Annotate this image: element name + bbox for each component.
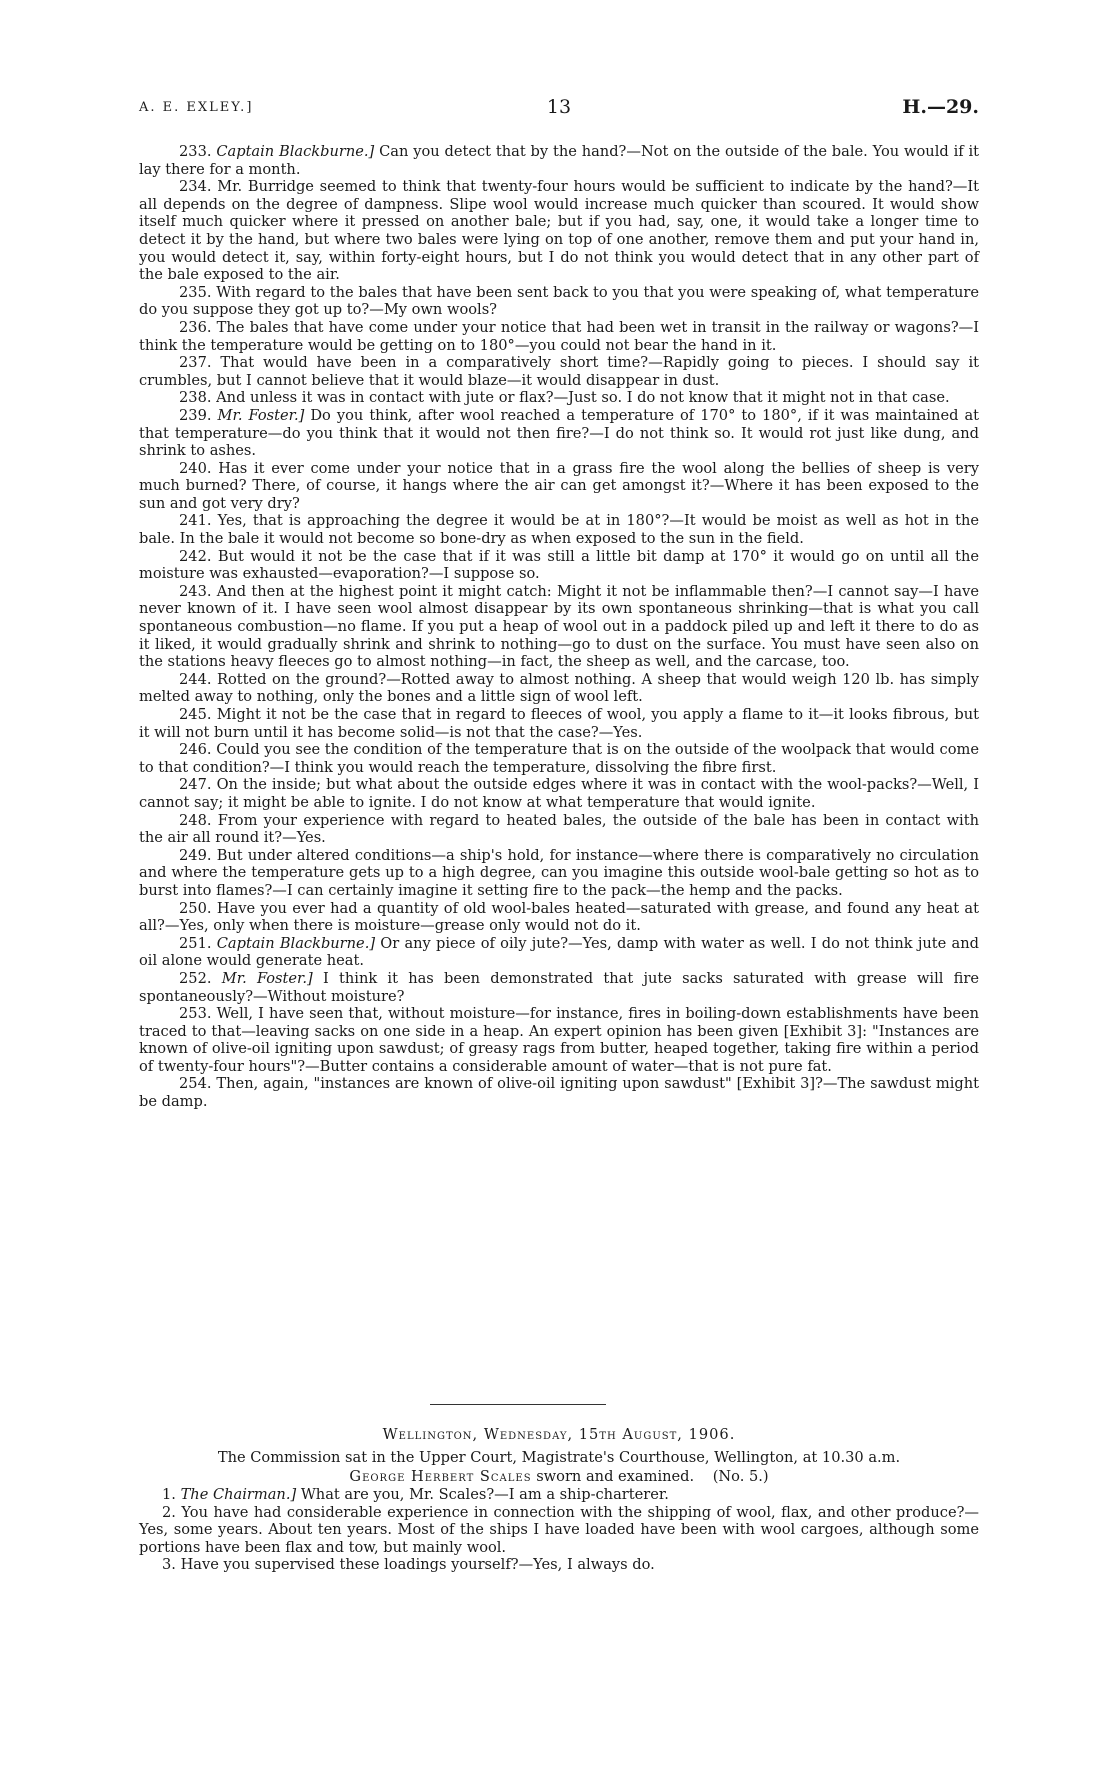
question-text: Have you ever had a quantity of old wool-bales heated—saturated with grease, and found any heat at all?—Yes, only when there is moisture—grease only would not do it. [139, 899, 979, 935]
question-text: Well, I have seen that, without moisture—for instance, fires in boiling-down establishments have been traced to that—leaving sacks on one side in a heap. An expert opinion has been given [Exhibit 3]: "Instances are known of olive-oil igniting upon sawdust; of greasy rags from butter, heaped together, taking fire within a period of twenty-four hours"?—Butter contains a considerable amount of water—that is not pure fat. [139, 1005, 979, 1075]
evidence-body [139, 143, 979, 1111]
new-session [139, 1425, 979, 1574]
question-text: Then, again, "instances are known of olive-oil igniting upon sawdust" [Exhibit 3]?—The sawdust might be damp. [139, 1075, 979, 1111]
question-number: 243. [179, 582, 212, 600]
question-paragraph [139, 512, 979, 547]
question-number: 236. [179, 318, 212, 336]
question-paragraph [139, 1005, 979, 1075]
question-number: 233. [179, 143, 212, 160]
question-number: 2. [162, 1503, 176, 1521]
question-paragraph [139, 389, 979, 407]
question-number: 254. [179, 1075, 212, 1093]
question-number: 253. [179, 1005, 212, 1023]
question-number: 242. [179, 547, 212, 565]
witness-line [139, 1467, 979, 1486]
question-paragraph [139, 319, 979, 354]
question-number: 248. [179, 811, 212, 829]
question-number: 246. [179, 741, 212, 759]
witness-running-head: A. E. EXLEY.] [139, 100, 254, 115]
question-text: Has it ever come under your notice that in a grass fire the wool along the bellies of sheep is very much burned? There, of course, it hangs where the air can get amongst it?—Where it has been exposed to the sun and got very dry? [139, 459, 980, 512]
question-paragraph [139, 583, 979, 671]
question-paragraph [139, 460, 979, 513]
speaker-name: Mr. Foster.] [221, 969, 313, 987]
question-paragraph [139, 143, 979, 178]
speaker-name: Captain Blackburne.] [216, 143, 375, 160]
question-paragraph [139, 671, 979, 706]
question-paragraph [139, 847, 979, 900]
page-number: 13 [546, 96, 572, 118]
question-text: Or any piece of oily jute?—Yes, damp with water as well. I do not think jute and oil alone would generate heat. [139, 934, 979, 970]
sitting-statement: The Commission sat in the Upper Court, Magistrate's Courthouse, Wellington, at 10.30 a.m. [217, 1449, 901, 1466]
question-number: 252. [179, 969, 212, 987]
question-paragraph [139, 706, 979, 741]
question-text: Yes, that is approaching the degree it would be at in 180°?—It would be moist as well as hot in the bale. In the bale it would not become so bone-dry as when exposed to the sun in the field. [139, 512, 980, 548]
question-text: From your experience with regard to heated bales, the outside of the bale has been in contact with the air all round it?—Yes. [139, 811, 979, 847]
question-number: 241. [179, 512, 212, 530]
question-paragraph [139, 354, 979, 389]
speaker-name: Mr. Foster.] [217, 406, 305, 424]
question-paragraph [139, 178, 979, 284]
session-dateline: Wellington, Wednesday, 15th August, 1906. [382, 1426, 736, 1443]
question-number: 237. [179, 354, 212, 372]
question-paragraph [139, 1486, 979, 1504]
question-paragraph [139, 970, 979, 1005]
question-number: 235. [179, 283, 212, 301]
question-paragraph [139, 900, 979, 935]
session-questions [139, 1486, 979, 1574]
question-paragraph [139, 741, 979, 776]
question-text: But would it not be the case that if it was still a little bit damp at 170° it would go on until all the moisture was exhausted—evaporation?—I suppose so. [139, 547, 979, 583]
question-text: That would have been in a comparatively short time?—Rapidly going to pieces. I should say it crumbles, but I cannot believe that it would blaze—it would disappear in dust. [139, 354, 979, 389]
question-number: 238. [179, 389, 212, 407]
question-text: I think it has been demonstrated that jute sacks saturated with grease will fire spontaneously?—Without moisture? [139, 969, 980, 1005]
question-text: Rotted on the ground?—Rotted away to almost nothing. A sheep that would weigh 120 lb. has simply melted away to nothing, only the bones and a little sign of wool left. [139, 670, 979, 706]
question-number: 240. [179, 459, 212, 477]
witness-note: sworn and examined. (No. 5.) [536, 1468, 769, 1485]
question-paragraph [139, 1504, 979, 1557]
question-text: Do you think, after wool reached a temperature of 170° to 180°, if it was maintained at that temperature—do you think that it would not then fire?—I do not think so. It would rot just like dung, and shrink to ashes. [139, 406, 980, 460]
question-paragraph [139, 812, 979, 847]
question-paragraph [139, 548, 979, 583]
question-paragraph [139, 776, 979, 811]
question-number: 251. [179, 934, 212, 952]
question-text: But under altered conditions—a ship's hold, for instance—where there is comparatively no circulation and where the temperature gets up to a high degree, can you imagine this outside wool-bale getting so hot as to burst into flames?—I can certainly imagine it setting fire to the pack—the hemp and the packs. [139, 846, 979, 899]
question-text: Can you detect that by the hand?—Not on the outside of the bale. You would if it lay there for a month. [139, 143, 980, 178]
question-number: 234. [179, 178, 212, 196]
question-number: 250. [179, 899, 212, 917]
question-number: 3. [162, 1556, 176, 1574]
question-text: The bales that have come under your notice that had been wet in transit in the railway or wagons?—I think the temperature would be getting on to 180°—you could not bear the hand in it. [139, 318, 979, 354]
question-number: 239. [179, 406, 212, 424]
section-divider [430, 1404, 606, 1405]
question-paragraph [139, 935, 979, 970]
question-number: 249. [179, 846, 212, 864]
question-text: Have you supervised these loadings yourself?—Yes, I always do. [180, 1556, 655, 1574]
question-text: And then at the highest point it might catch: Might it not be inflammable then?—I cannot say—I have never known of it. I have seen wool almost disappear by its own spontaneous shrinking—that is what you call spontaneous combustion—no flame. If you put a heap of wool out in a paddock piled up and left it there to do as it liked, it would gradually shrink and shrink to nothing—go to dust on the surface. You must have seen also on the stations heavy fleeces go to almost nothing—in fact, the sheep as well, and the carcase, too. [139, 582, 980, 671]
paper-reference: H.—29. [902, 96, 979, 118]
question-text: What are you, Mr. Scales?—I am a ship-charterer. [300, 1486, 669, 1503]
question-number: 245. [179, 706, 212, 723]
question-text: And unless it was in contact with jute or flax?—Just so. I do not know that it might not in that case. [216, 389, 950, 407]
question-paragraph [139, 284, 979, 319]
question-text: Could you see the condition of the temperature that is on the outside of the woolpack that would come to that condition?—I think you would reach the temperature, dissolving the fibre first. [139, 741, 979, 776]
question-text: With regard to the bales that have been sent back to you that you were speaking of, what temperature do you suppose they got up to?—My own wools? [139, 283, 979, 319]
witness-name: George Herbert Scales [349, 1468, 532, 1485]
question-number: 244. [179, 670, 212, 688]
question-paragraph [139, 1556, 979, 1574]
question-number: 247. [179, 776, 212, 794]
speaker-name: Captain Blackburne.] [216, 934, 376, 952]
speaker-name: The Chairman.] [180, 1486, 297, 1503]
question-paragraph [139, 1075, 979, 1110]
question-text: On the inside; but what about the outside edges where it was in contact with the wool-packs?—Well, I cannot say; it might be able to ignite. I do not know at what temperature that would ignite. [139, 776, 980, 811]
question-text: You have had considerable experience in connection with the shipping of wool, flax, and other produce?—Yes, some years. About ten years. Most of the ships I have loaded have been with wool cargoes, although some portions have been flax and tow, but mainly wool. [139, 1503, 980, 1556]
question-text: Might it not be the case that in regard to fleeces of wool, you apply a flame to it—it looks fibrous, but it will not burn until it has become solid—is not that the case?—Yes. [139, 706, 980, 741]
question-paragraph [139, 407, 979, 460]
page-header [139, 96, 979, 122]
question-text: Mr. Burridge seemed to think that twenty-four hours would be sufficient to indicate by the hand?—It all depends on the degree of dampness. Slipe wool would increase much quicker than scoured. It would show itself much quicker where it pressed on another bale; but if you had, say, one, it would take a longer time to detect it by the hand, but where two bales were lying on top of one another, remove them and put your hand in, you would detect it, say, within forty-eight hours, but I do not think you would detect that in any other part of the bale exposed to the air. [139, 178, 980, 284]
question-number: 1. [162, 1486, 176, 1503]
